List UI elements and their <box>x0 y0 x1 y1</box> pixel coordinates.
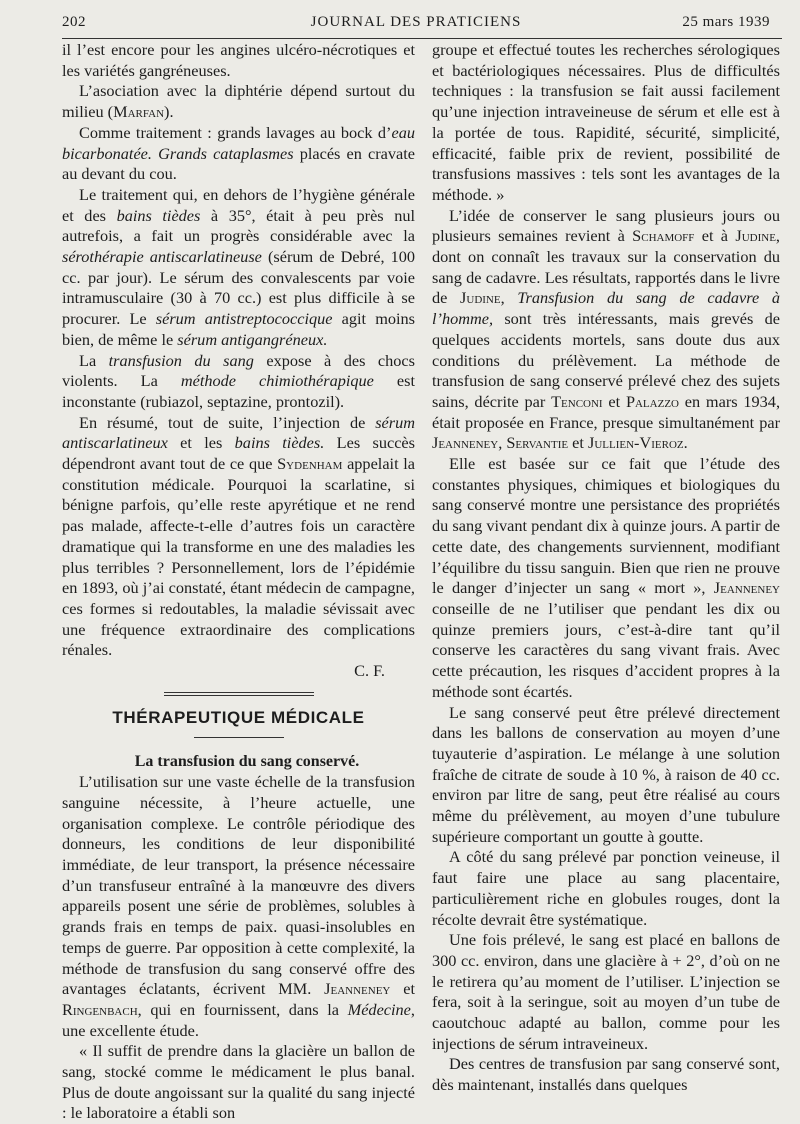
paragraph: L’utilisation sur une vaste échelle de la transfusion sanguine nécessite, à l’heure actuelle, une organisation complexe. Le contrôle périodique des donneurs, les conditions de leur disponibilité immédiate, de leur transport, la présence nécessaire d’un transfuseur entraîné à la manœuvre des divers appareils posent une série de problèmes, solubles à grands frais en temps de paix. quasi-insolubles en temps de guerre. Par opposition à cette complexité, la méthode de transfusion du sang conservé offre des avantages éclatants, écrivent MM. Jeanneney et Ringenbach, qui en fournissent, dans la Médecine, une excellente étude. <box>62 772 415 1040</box>
section-double-rule <box>164 692 314 696</box>
paragraph: Elle est basée sur ce fait que l’étude des constantes physiques, chimiques et biologiques du sang conservé montre une persistance des propriétés du sang vivant pendant dix à quinze jours. A partir de cette date, des changements surviennent, modifiant l’équilibre du tissu sanguin. Bien que rien ne prouve le danger d’injecter un sang « mort », Jeanneney conseille de ne l’utiliser que pendant les dix ou quinze premiers jours, c’est-à-dire tant qu’il conserve les caractères du sang vivant frais. Avec cette précaution, les risques d’accident propres à la méthode sont écartés. <box>432 454 780 701</box>
paragraph: Le traitement qui, en dehors de l’hygiène générale et des bains tièdes à 35°, était à peu près nul autrefois, a fait un progrès considérable avec la sérothérapie antiscarlatineuse (sérum de Debré, 100 cc. par jour). Le sérum des convalescents par voie intramusculaire (30 à 70 cc.) est plus difficile à se procurer. Le sérum antistreptococcique agit moins bien, de même le sérum antigangréneux. <box>62 184 416 349</box>
paragraph: « Il suffit de prendre dans la glacière un ballon de sang, stocké comme le médicament le plus banal. Plus de doute angoissant sur la qualité du sang injecté : le laboratoire a établi son <box>62 1041 415 1123</box>
section-rule <box>194 737 284 738</box>
paragraph: Des centres de transfusion par sang conservé sont, dès maintenant, installés dans quelques <box>432 1054 780 1095</box>
section-title: THÉRAPEUTIQUE MÉDICALE <box>112 707 365 727</box>
paragraph: groupe et effectué toutes les recherches sérologiques et bactériologiques nécessaires. Plus de difficultés techniques : la transfusion se fait aussi facilement qu’une injection intraveineuse de sérum et elle est à la portée de tous. Rapidité, sécurité, simplicité, efficacité, faible prix de revient, possibilité de transfusions massives : tels sont les avantages de la méthode. » <box>432 40 780 204</box>
paragraph: Le sang conservé peut être prélevé directement dans les ballons de conservation au moyen d’une tuyauterie d’aspiration. Le mélange à une solution fraîche de citrate de soude à 10 %, à raison de 40 cc. environ par litre de sang, peut être réalisé au cours même du prélèvement, au moyen d’une tubulure supérieure comportant un goutte à goutte. <box>432 702 780 846</box>
page-number: 202 <box>62 14 86 30</box>
paragraph: il l’est encore pour les angines ulcéro-nécrotiques et les variétés gangréneuses. <box>62 40 415 80</box>
paragraph: En résumé, tout de suite, l’injection de sérum antiscarlatineux et les bains tièdes. Les succès dépendront avant tout de ce que Sydenham appelait la constitution médicale. Pourquoi la scarlatine, si bénigne parfois, qu’elle reste apyrétique et ne rend pas malade, affecte-t-elle d’autres fois un caractère dramatique qui la transforme en une des maladies les plus terribles ? Personnellement, lors de l’épidémie en 1893, où j’ai constaté, étant médecin de campagne, ces formes si redoutables, la maladie sévissait avec une fréquence extraordinaire des complications rénales. <box>62 412 416 660</box>
issue-date: 25 mars 1939 <box>682 14 770 30</box>
section-heading <box>62 692 415 738</box>
author-signature: C. F. <box>354 661 385 681</box>
journal-title: JOURNAL DES PRATICIENS <box>310 14 522 30</box>
page-header <box>62 14 770 36</box>
article-title: La transfusion du sang conservé. <box>134 752 360 770</box>
paragraph: A côté du sang prélevé par ponction veineuse, il faut faire une place au sang placentaire, particulièrement riche en globules rouges, dont la récolte devrait être systématique. <box>432 847 780 929</box>
paragraph: L’asociation avec la diphtérie dépend surtout du milieu (Marfan). <box>62 81 415 122</box>
right-column <box>432 40 780 1096</box>
paragraph: Une fois prélevé, le sang est placé en ballons de 300 cc. environ, dans une glacière à + 2°, d’où on ne le retirera qu’au moment de l’utiliser. L’injection se fera, soit à la seringue, soit au moyen d’un tube de caoutchouc adapté au ballon, comme pour les injections de sérum intraveineux. <box>432 930 780 1053</box>
left-column <box>62 40 415 1124</box>
paragraph: Comme traitement : grands lavages au bock d’eau bicarbonatée. Grands cataplasmes placés en cravate au devant du cou. <box>62 122 415 184</box>
paragraph: L’idée de conserver le sang plusieurs jours ou plusieurs semaines revient à Schamoff et à Judine, dont on connaît les travaux sur la conservation du sang de cadavre. Les résultats, rapportés dans le livre de Judine, Transfusion du sang de cadavre à l’homme, sont très intéressants, mais grevés de quelques accidents mortels, sans doute dus aux conditions du prélèvement. La méthode de transfusion de sang conservé prélevé chez des sujets sains, décrite par Tenconi et Palazzo en mars 1934, était proposée en France, presque simultanément par Jeanneney, Servantie et Jullien-Vieroz. <box>432 205 781 453</box>
header-rule <box>62 38 782 39</box>
paragraph: La transfusion du sang expose à des chocs violents. La méthode chimiothérapique est inconstante (rubiazol, septazine, prontozil). <box>62 350 416 411</box>
